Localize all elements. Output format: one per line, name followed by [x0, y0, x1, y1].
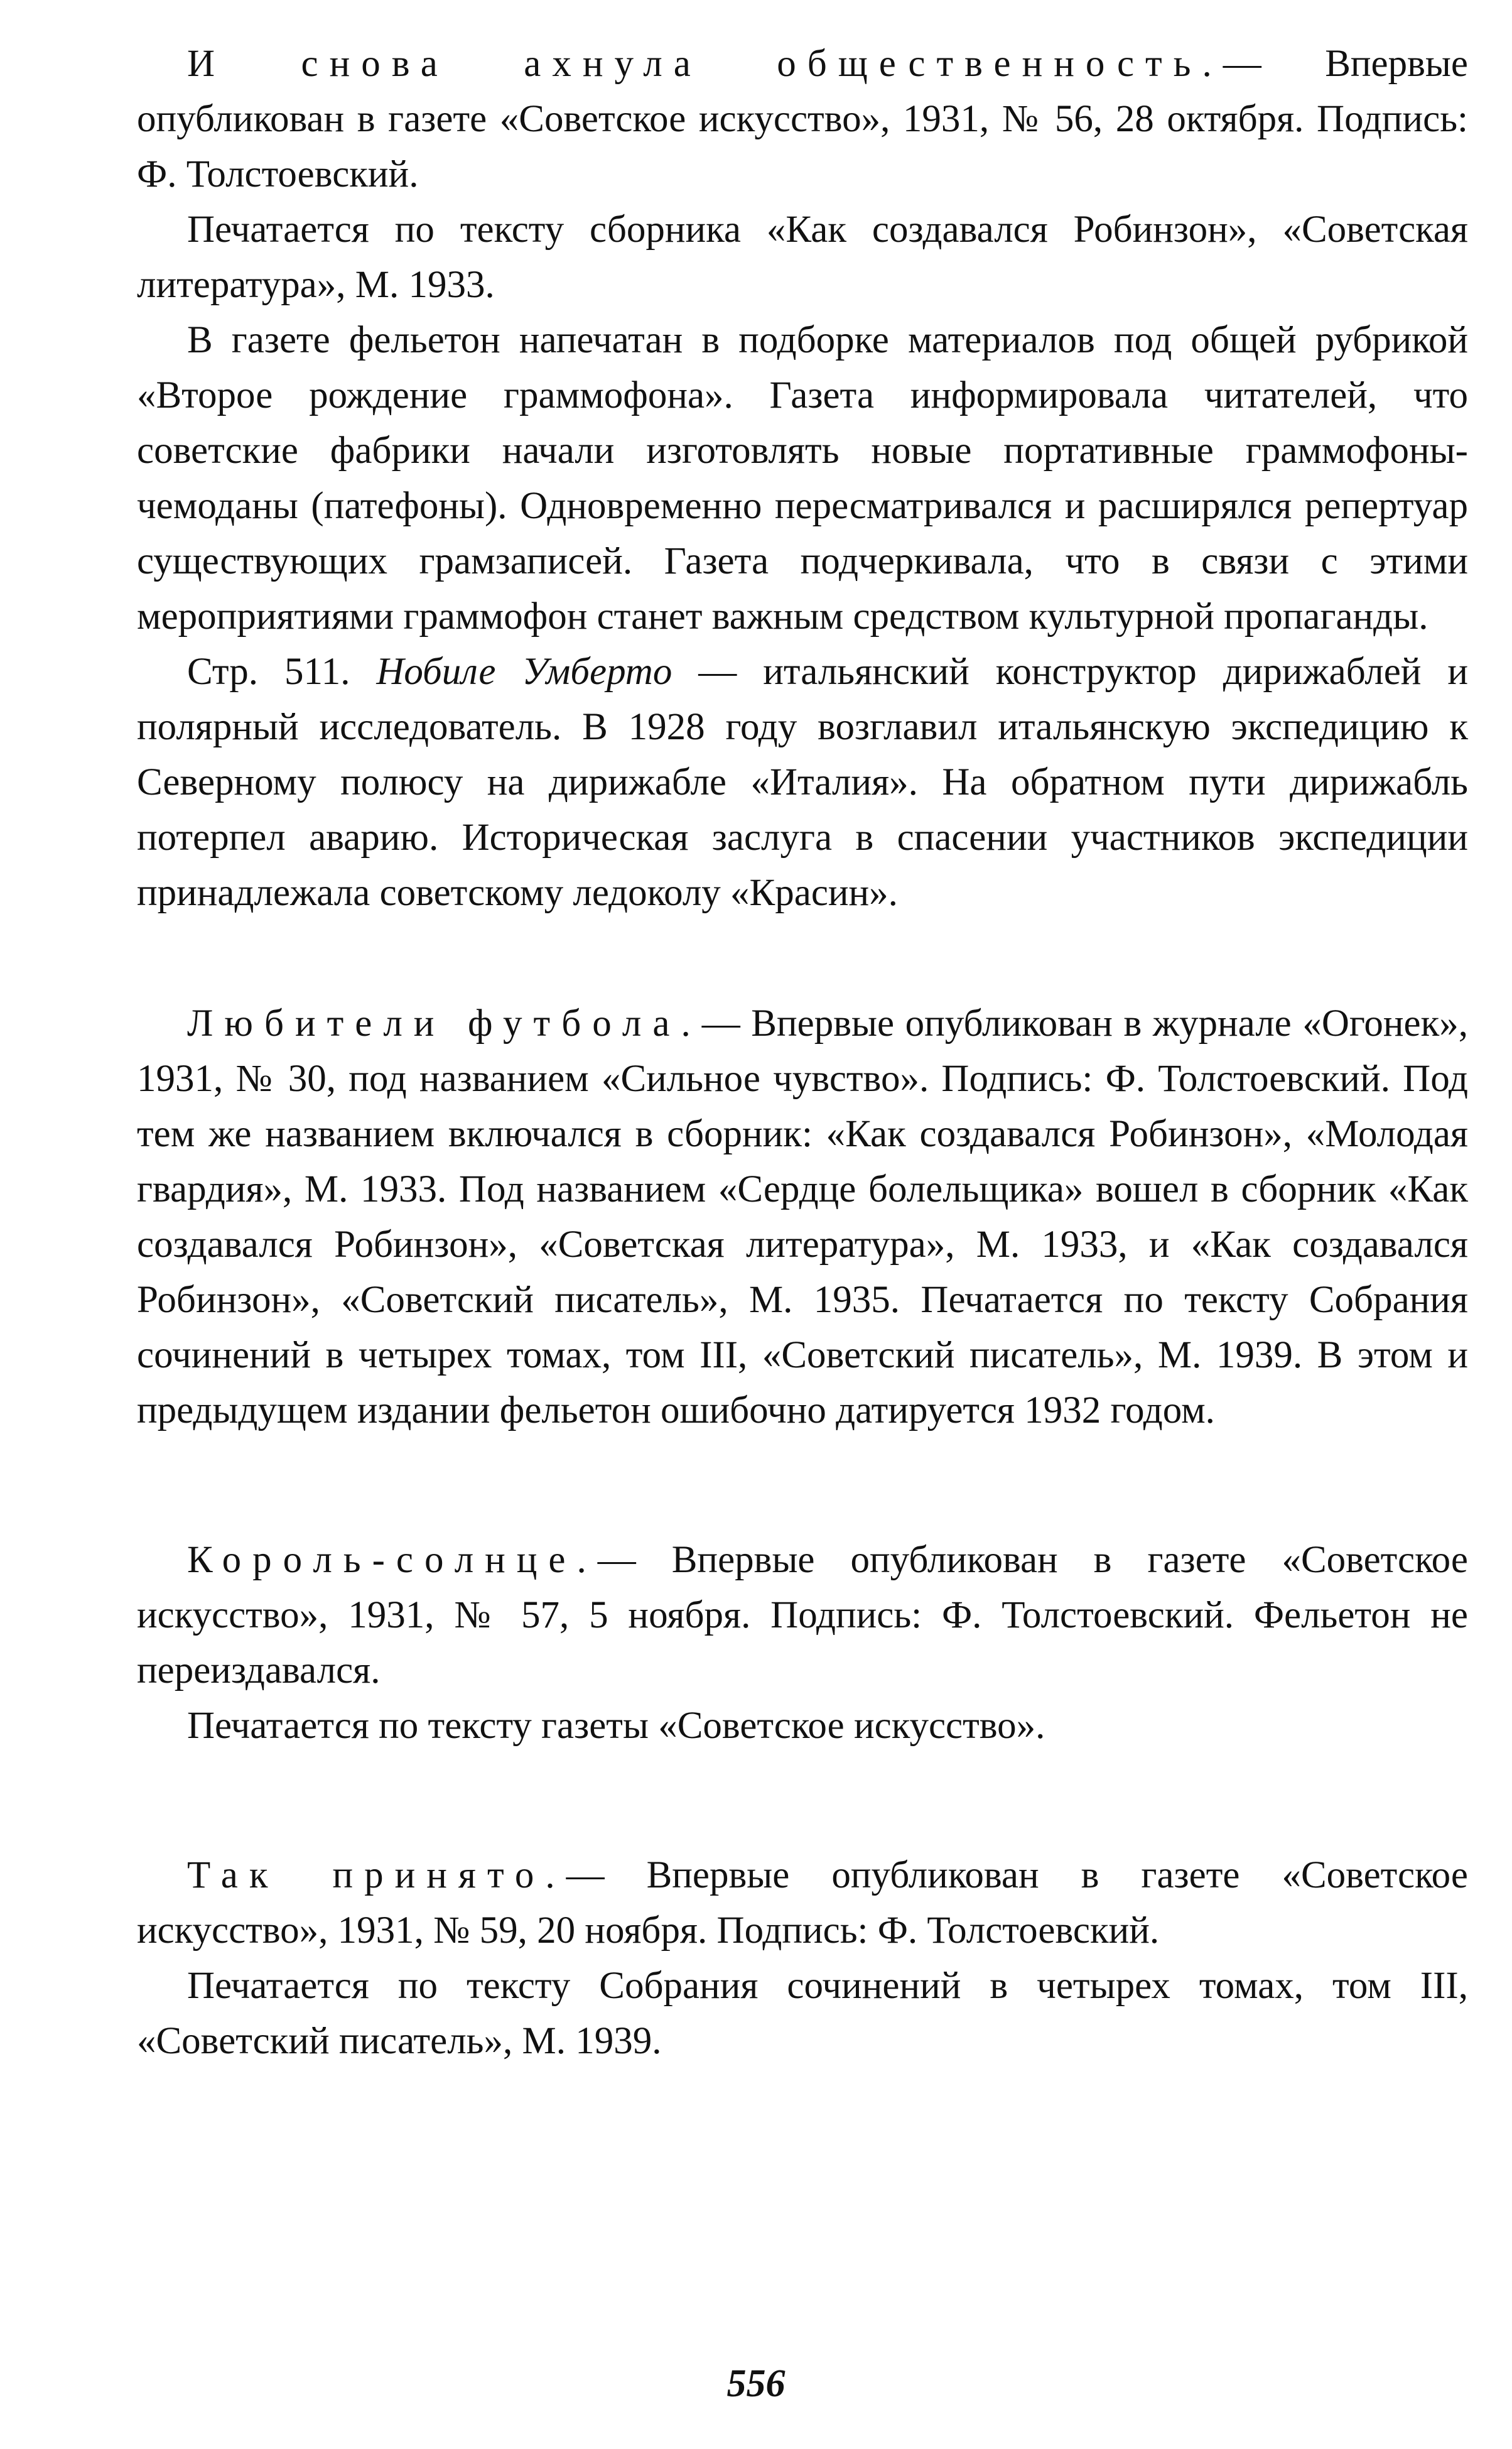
- section-gap: [137, 1438, 1468, 1533]
- note-paragraph: [137, 1533, 1468, 1698]
- document-page: [137, 36, 1468, 2069]
- note-paragraph: [137, 313, 1468, 644]
- note-entry: [137, 996, 1468, 1438]
- paragraph-text: — Впервые опубликован в журнале «Огонек», 1931, № 30, под названием «Сильное чувство». Подпись: Ф. Толстоевский. Под тем же названием включался в сборник: «Как создавался Робинзон», «Молодая гвардия», М. 1933. Под названием «Сердце болельщика» вошел в сборник «Как создавался Робинзон», «Советская литература», М. 1933, и «Как создавался Робинзон», «Советский писатель», М. 1935. Печатается по тексту Собрания сочинений в четырех томах, том III, «Советский писатель», М. 1939. В этом и предыдущем издании фельетон ошибочно датируется 1932 годом.: [137, 1002, 1469, 1431]
- note-paragraph: [137, 644, 1468, 921]
- paragraph-text: Печатается по тексту Собрания сочинений в четырех томах, том III, «Советский писатель», М. 1939.: [137, 1965, 1468, 2062]
- page-reference: Стр. 511.: [187, 651, 377, 693]
- note-entry: [137, 36, 1468, 921]
- note-paragraph: [137, 996, 1468, 1438]
- section-gap: [137, 1754, 1468, 1848]
- entry-title: Любители футбола.: [187, 1002, 702, 1045]
- entry-title: И снова ахнула общественность.: [187, 43, 1223, 85]
- paragraph-text: Печатается по тексту сборника «Как создавался Робинзон», «Советская литература», М. 1933.: [137, 209, 1468, 306]
- note-paragraph: [137, 1848, 1468, 1958]
- paragraph-text: Печатается по тексту газеты «Советское искусство».: [187, 1705, 1045, 1747]
- note-paragraph: [137, 202, 1468, 313]
- note-entry: [137, 1533, 1468, 1754]
- note-paragraph: [137, 1698, 1468, 1754]
- entry-title: Так принято.: [187, 1854, 566, 1896]
- section-gap: [137, 921, 1468, 996]
- paragraph-text: — Впервые опубликован в газете «Советское искусство», 1931, № 56, 28 октября. Подпись: Ф. Толстоевский.: [137, 43, 1468, 195]
- note-entry: [137, 1848, 1468, 2069]
- paragraph-text: — итальянский конструктор дирижаблей и полярный исследователь. В 1928 году возглавил итальянскую экспедицию к Северному полюсу на дирижабле «Италия». На обратном пути дирижабль потерпел аварию. Историческая заслуга в спасении участников экспедиции принадлежала советскому ледоколу «Красин».: [137, 651, 1468, 914]
- note-paragraph: [137, 36, 1468, 202]
- page-number: 556: [726, 2362, 786, 2405]
- italic-term: Нобиле Умберто: [376, 651, 672, 693]
- note-paragraph: [137, 1958, 1468, 2069]
- paragraph-text: — Впервые опубликован в газете «Советское искусство», 1931, № 59, 20 ноября. Подпись: Ф. Толстоевский.: [137, 1854, 1468, 1952]
- paragraph-text: — Впервые опубликован в газете «Советское искусство», 1931, № 57, 5 ноября. Подпись: Ф. Толстоевский. Фельетон не переиздавался.: [137, 1539, 1468, 1691]
- paragraph-text: В газете фельетон напечатан в подборке материалов под общей рубрикой «Второе рождение граммофона». Газета информировала читателей, что советские фабрики начали изготовлять новые портативные граммофоны-чемоданы (патефоны). Одновременно пересматривался и расширялся репертуар существующих грамзаписей. Газета подчеркивала, что в связи с этими мероприятиями граммофон станет важным средством культурной пропаганды.: [137, 319, 1468, 638]
- entry-title: Король-солнце.: [187, 1539, 598, 1581]
